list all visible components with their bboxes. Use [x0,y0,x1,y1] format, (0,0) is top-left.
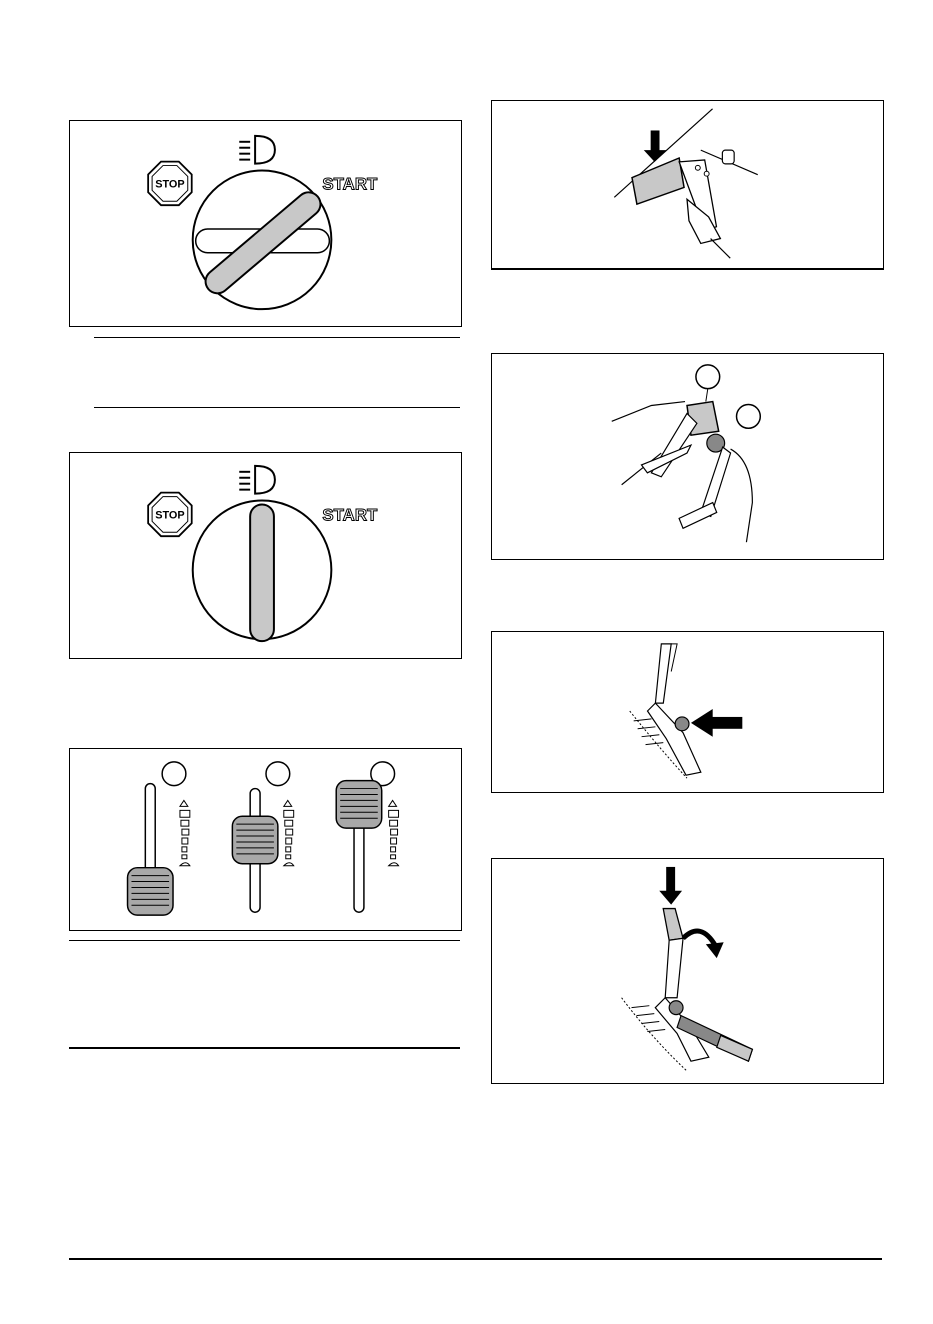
brake-pedal-figure [491,100,884,270]
ignition-knob-icon [193,501,332,642]
stop-sign-icon [148,162,192,206]
ignition-switch-drawing-2 [70,453,461,658]
ignition-knob-icon [193,171,332,310]
lever-lock-icon [669,1001,683,1015]
arrow-down-icon [644,130,667,161]
throttle-lever-high [336,762,398,912]
headlight-icon [239,136,275,164]
lever-lock-drawing [492,632,883,792]
start-label: START [322,505,378,525]
lever-lock-icon [675,717,689,731]
pedal-lock-drawing [492,354,883,559]
callout-circle-icon [737,405,761,429]
callout-circle-icon [162,762,186,786]
throttle-lever-mid [232,762,293,912]
ignition-switch-figure-off [69,452,462,659]
throttle-lever-figure [69,748,462,931]
pedal-icon [614,109,757,258]
throttle-lever-low [128,762,190,915]
lever-release-drawing [492,859,883,1083]
note-rule-top [94,337,460,338]
lever-lock-figure [491,631,884,793]
callout-circle-icon [696,365,720,389]
callout-circle-icon [266,762,290,786]
stop-sign-icon [148,493,192,537]
arrow-down-icon [659,867,682,905]
footer-rule [69,1258,882,1260]
section-rule-bottom [69,1047,460,1049]
lever-release-figure [491,858,884,1084]
arrow-right-icon [691,709,742,737]
brake-pedal-drawing [492,101,883,268]
section-rule-top [69,940,460,941]
ignition-switch-drawing [70,121,461,326]
pedal-lock-figure [491,353,884,560]
note-rule-bottom [94,407,460,408]
start-label: START [322,174,378,194]
pedal-icon [612,402,753,543]
throttle-lever-drawing [70,749,461,930]
stop-label: STOP [155,178,185,191]
curved-arrow-icon [683,931,724,958]
pedal-icon [630,644,701,778]
stop-label: STOP [155,509,185,522]
ignition-switch-figure-start [69,120,462,327]
headlight-icon [239,466,275,494]
